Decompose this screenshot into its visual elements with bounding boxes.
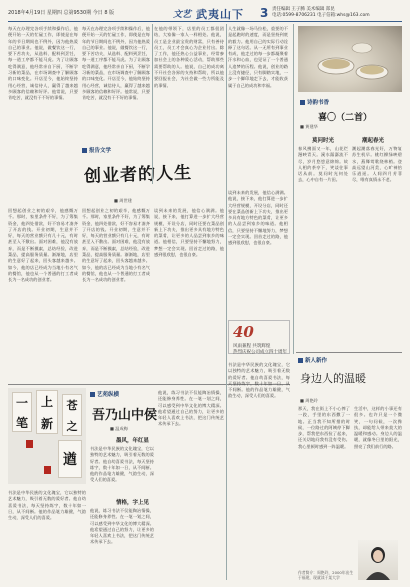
article-column: 书法是中华民族的文化瑰宝，它以独特的艺术魅力，吸引着无数的爱好者。他自幼喜爱书法，每天坚持练字，数十年如一日，从不间断。他的作品笔力雄健，气韵生动，深受人们的喜爱。 <box>228 362 290 399</box>
author-photo-caption: 作者简介：周艳玲，2000年出生于福建，现就读于某大学 <box>298 570 354 580</box>
feature-headline: 创业者的人生 <box>83 163 193 187</box>
new-works-byline: ■ 周艳玲 <box>300 398 318 403</box>
article-column: 生活中，这样的小事还有很多。也许只是一个微笑，一句问候，一次搀扶，却能给人带来莫大的温暖和感动。身边人的温暖，就像冬日里的阳光，照亮了我们前行的路。 <box>354 406 402 449</box>
article-column: 书法是中华民族的文化瑰宝，它以独特的艺术魅力，吸引着无数的爱好者。他自幼喜爱书法，每天坚持练字，数十年如一日，从不间断。他的作品笔力雄健，气韵生动，深受人们的喜爱。 <box>8 490 86 521</box>
author-photo <box>358 540 398 580</box>
red-seal-icon <box>44 466 51 474</box>
tag-square-icon <box>82 148 87 153</box>
page-number: 3 <box>260 6 269 20</box>
article-column: 谈到未来的发展，他信心满满。他说，接下来，他打算进一步扩大经营规模，开设分店，同时还要在菜品创新上下功夫，推出更多具有地方特色的菜肴，让更多的人品尝到家乡的味道。他相信，只要坚持不懈地努力，梦想一定会实现。回首走过的路，他感到很欣慰，也很自豪。 <box>228 190 288 246</box>
poem-left: 春风拂面又一年，山花烂漫映青天。溪水潺潺流不尽，岁月悠悠意绵绵。故人相约茶亭下，笑谈往事话从前。莫问时光何处去，心中自有一片田。 <box>298 146 348 183</box>
column-divider <box>293 24 294 354</box>
section-divider <box>296 352 402 353</box>
teacups-icon <box>298 26 402 92</box>
feature-tag: 报告文学 <box>82 146 111 154</box>
calligraphy-tile: 上 新 <box>36 390 58 434</box>
calligraphy-tile: 遒 <box>58 440 82 478</box>
article-column: 人生就像一场马拉松，重要的不是起跑时的速度，而是坚持到底的毅力。他用自己的实际行动诠释了这句话。从一无所有到事业有成，他走过的每一步都凝聚着汗水和心血，也见证了一个普通人追梦的历程。他说，创业的路上没有捷径，只有脚踏实地，一步一个脚印地走下去，才能收获属于自己的成功和幸福。 <box>228 26 288 88</box>
new-works-headline: 身边人的温暖 <box>300 372 366 385</box>
tag-square-icon <box>90 392 95 397</box>
calligraphy-byline: ■ 温成梅 <box>110 426 128 431</box>
article-column: 书法是中华民族的文化瑰宝，它以独特的艺术魅力，吸引着无数的爱好者。他自幼喜爱书法，每天坚持练字，数十年如一日，从不间断。他的作品笔力雄健，气韵生动，深受人们的喜爱。 <box>90 446 154 483</box>
article-column: 回想起创业之初的艰辛，他感慨万千。那时，家里条件不好，为了筹集资金，他四处借款，好不容易才凑齐了开店的钱。开业初期，生意并不好，每天的营业额只有几十元，有时甚至入不敷出。面对困难，他没有放弃，而是不断摸索，总结经验，改进菜品，提高服务质量。渐渐地，店里的生意好了起来，回头客越来越多。如今，他的店已经成为当地小有名气的餐馆，他也从一个普通的打工者成长为一名成功的创业者。 <box>8 208 78 283</box>
tag-square-icon <box>298 358 303 363</box>
culture-byline: ■ 黄建华 <box>300 124 318 129</box>
article-column: 谈到未来的发展，他信心满满。他说，接下来，他打算进一步扩大经营规模，开设分店，同时还要在菜品创新上下功夫，推出更多具有地方特色的菜肴，让更多的人品尝到家乡的味道。他相信，只要坚持不懈地努力，梦想一定会实现。回首走过的路，他感到很欣慰，也很自豪。 <box>154 208 224 258</box>
culture-tag: 诗韵书香 <box>300 98 329 106</box>
article-column: 在他的带领下，店里的员工都很团结，大家像一家人一样相处。他说，员工是企业最宝贵的财富，只有善待员工，员工才会真心为企业付出。除了工作，他还热心公益事业，经常参加社会上的各种爱心活动，帮助那些需要帮助的人。他说，自己的成功离不开社会各界的支持和帮助，所以他要回报社会，为社会做一些力所能及的事情。 <box>154 26 224 88</box>
article-column: 每天在办理完各项手续和操作后，他便开始一天的忙碌工作，即使是在每年的节日期间也不例外，因为他热爱自己的事业。他说，做餐饮这一行，要下苦功夫，从选料、配料到烹饪，每一道工序都不能马虎。为了让顾客吃得满意，他经常亲自下厨，不断学习新的菜品，在市场调查中了解顾客的口味变化。开店至今，他始终坚持用心经营，诚信待人，赢得了越来越多顾客的信赖和好评。他常说，只要肯吃苦，就没有干不好的事情。 <box>8 26 78 101</box>
column-divider <box>226 24 227 580</box>
new-works-tag: 新人新作 <box>298 356 327 364</box>
editor-info: 责任编辑 王子腾 美术编辑 郑昆 电话:0599-8706231 电子信箱:whs@163.com <box>272 7 370 18</box>
article-column: 他说，练习书法不仅能陶冶情操，还能修身养性。在一笔一划之间，可以感受到中华文化的博大精深。他希望通过自己的努力，让更多的年轻人喜欢上书法，把这门传统艺术传承下去。 <box>158 390 224 427</box>
column-divider <box>152 24 153 184</box>
calligraphy-tile: 一 笔 <box>12 392 32 432</box>
calligraphy-tile: 苍 之 <box>62 394 82 436</box>
poem-left-title: 莫问时光 <box>312 138 335 144</box>
section-title: 武夷山下 <box>196 8 244 21</box>
anniversary-ad <box>228 320 290 354</box>
teacups-photo <box>298 26 402 92</box>
calligraphy-subhead-2: 情格，字上见 <box>116 500 150 506</box>
person-icon <box>358 540 398 580</box>
brand-logo: 文艺 <box>173 10 192 20</box>
issue-date: 2018年4月19日 星期四 总第9530期 今日 8 版 <box>8 10 115 16</box>
calligraphy-photo <box>8 388 86 484</box>
calligraphy-subhead-1: 墨风，年红显 <box>116 438 150 444</box>
red-seal-icon <box>26 440 33 448</box>
ad-line-1: 风雨兼程 共筑辉煌 <box>233 344 271 349</box>
poem-right: 潮起潮落春光好，万物复苏生机早。桃红柳绿映碧水，燕舞莺歌绕林梢。登高远望山河美，心旷神怡乐逍遥。人间四月芳菲尽，唯有真情永不老。 <box>352 146 402 183</box>
article-column: 回想起创业之初的艰辛，他感慨万千。那时，家里条件不好，为了筹集资金，他四处借款，好不容易才凑齐了开店的钱。开业初期，生意并不好，每天的营业额只有几十元，有时甚至入不敷出。面对困难，他没有放弃，而是不断摸索，总结经验，改进菜品，提高服务质量。渐渐地，店里的生意好了起来，回头客越来越多。如今，他的店已经成为当地小有名气的餐馆，他也从一个普通的打工者成长为一名成功的创业者。 <box>82 208 150 283</box>
article-column: 那天，我在街上不小心摔了一跤，手里的东西撒了一地。正当我不知所措的时候，一位路过的阿姨停下脚步，帮我把东西捡了起来，还关切地问我有没有受伤。我心里顿时感到一阵温暖。 <box>298 406 350 449</box>
masthead <box>8 6 402 22</box>
calligraphy-headline: 吾乃山中侯 <box>92 408 158 423</box>
article-column: 每天在办理完各项手续和操作后，他便开始一天的忙碌工作，即使是在每年的节日期间也不例外，因为他热爱自己的事业。他说，做餐饮这一行，要下苦功夫，从选料、配料到烹饪，每一道工序都不能马虎。为了让顾客吃得满意，他经常亲自下厨，不断学习新的菜品，在市场调查中了解顾客的口味变化。开店至今，他始终坚持用心经营，诚信待人，赢得了越来越多顾客的信赖和好评。他常说，只要肯吃苦，就没有干不好的事情。 <box>82 26 150 101</box>
tag-square-icon <box>300 100 305 105</box>
poem-right-title: 潮起春光 <box>362 138 385 144</box>
calligraphy-tag: 艺苑纵横 <box>90 390 119 398</box>
article-column: 他说，练习书法不仅能陶冶情操，还能修身养性。在一笔一划之间，可以感受到中华文化的博大精深。他希望通过自己的努力，让更多的年轻人喜欢上书法，把这门传统艺术传承下去。 <box>90 508 154 545</box>
ad-line-2: 热烈庆祝公司成立四十周年 <box>233 350 287 355</box>
anniversary-number: 40 <box>233 323 254 341</box>
culture-title: 喜〇（二首） <box>318 113 373 123</box>
feature-byline: ■ 周世建 <box>114 198 132 203</box>
